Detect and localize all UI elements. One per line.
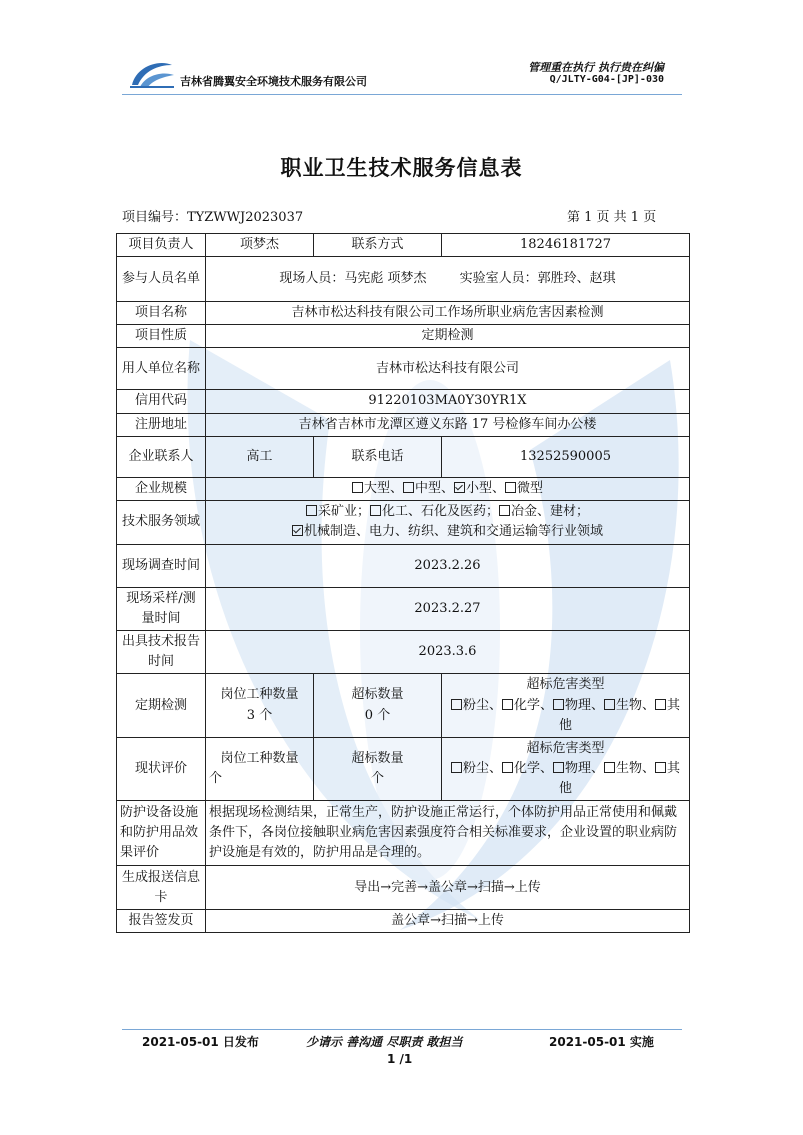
label-members: 参与人员名单: [117, 257, 206, 302]
scale-checkbox-3[interactable]: [505, 482, 516, 493]
status-hazard-option-2: 物理、: [564, 760, 604, 776]
label-leader: 项目负责人: [117, 234, 206, 257]
periodic-hazard-option-1: 化学、: [513, 697, 553, 713]
value-survey: 2023.2.26: [206, 544, 690, 587]
header-divider: [122, 94, 682, 95]
periodic-hazard-option-3: 生物、: [616, 697, 656, 713]
field-option-1: 化工、石化及医药；: [381, 504, 499, 520]
footer-issued: 2021-05-01 日发布: [142, 1035, 259, 1049]
periodic-hazard-checkbox-1[interactable]: [502, 699, 513, 710]
periodic-hazard-checkbox-4[interactable]: [655, 699, 666, 710]
scale-option-1: 中型、: [414, 480, 454, 496]
status-hazard-checkbox-1[interactable]: [502, 762, 513, 773]
periodic-post-label: 岗位工种数量: [220, 687, 299, 703]
page-title: 职业卫生技术服务信息表: [280, 155, 523, 180]
status-exceed-label: 超标数量: [351, 750, 404, 766]
value-project-name: 吉林市松达科技有限公司工作场所职业病危害因素检测: [206, 302, 690, 325]
label-enterprise-contact: 企业联系人: [117, 436, 206, 477]
company-logo-icon: [128, 57, 176, 89]
members-lab: 实验室人员：郭胜玲、赵琪: [459, 271, 616, 287]
periodic-hazard-cell: [442, 674, 690, 737]
status-hazard-options: [445, 759, 686, 799]
scale-option-3: 微型: [517, 480, 544, 496]
periodic-hazard-option-2: 物理、: [564, 697, 604, 713]
header-slogan: 管理重在执行 执行贵在纠偏: [528, 61, 664, 74]
scale-checkbox-2[interactable]: [454, 482, 465, 493]
periodic-hazard-options: [445, 696, 686, 736]
label-protection: 防护设备设施和防护用品效果评价: [117, 801, 206, 866]
status-post-cell: [206, 737, 314, 800]
periodic-hazard-checkbox-2[interactable]: [553, 699, 564, 710]
field-checkbox-1[interactable]: [370, 505, 381, 516]
label-sign-page: 报告签发页: [117, 910, 206, 933]
project-number: 项目编号：TYZWWJ2023037: [122, 210, 304, 225]
status-hazard-checkbox-3[interactable]: [604, 762, 615, 773]
value-nature: 定期检测: [206, 325, 690, 348]
status-hazard-label: 超标危害类型: [526, 740, 605, 756]
value-field: [206, 500, 690, 544]
value-phone: 13252590005: [442, 436, 690, 477]
value-address: 吉林省吉林市龙潭区遵义东路 17 号检修车间办公楼: [206, 413, 690, 436]
periodic-exceed-value: 0 个: [364, 707, 391, 723]
field-option-2: 冶金、建材；: [511, 504, 590, 520]
value-leader: 项梦杰: [206, 234, 314, 257]
scale-option-2: 小型、: [466, 480, 506, 496]
members-site: 现场人员：马宪彪 项梦杰: [279, 271, 427, 287]
status-hazard-option-4: 其他: [558, 760, 681, 797]
value-sign-page: 盖公章→扫描→上传: [206, 910, 690, 933]
status-hazard-checkbox-4[interactable]: [655, 762, 666, 773]
periodic-post-cell: [206, 674, 314, 737]
field-checkbox-3[interactable]: [292, 525, 303, 536]
label-report: 出具技术报告时间: [117, 631, 206, 674]
page-header: [122, 55, 674, 95]
scale-checkbox-0[interactable]: [352, 482, 363, 493]
document-code: Q/JLTY-G04-[JP]-030: [549, 74, 664, 85]
periodic-exceed-label: 超标数量: [351, 687, 404, 703]
field-option-0: 采矿业；: [317, 504, 370, 520]
footer-effective: 2021-05-01 实施: [549, 1035, 654, 1049]
label-phone: 联系电话: [314, 436, 442, 477]
field-option-3: 机械制造、电力、纺织、建筑和交通运输等行业领域: [303, 524, 603, 540]
status-hazard-option-0: 粉尘、: [462, 760, 502, 776]
field-checkbox-0[interactable]: [306, 505, 317, 516]
periodic-hazard-label: 超标危害类型: [526, 677, 605, 693]
field-checkbox-2[interactable]: [499, 505, 510, 516]
status-hazard-option-1: 化学、: [513, 760, 553, 776]
company-name: 吉林省腾翼安全环境技术服务有限公司: [180, 75, 367, 88]
status-hazard-checkbox-0[interactable]: [451, 762, 462, 773]
periodic-hazard-option-4: 其他: [558, 697, 681, 733]
status-hazard-checkbox-2[interactable]: [553, 762, 564, 773]
value-report: 2023.3.6: [206, 631, 690, 674]
value-info-card: 导出→完善→盖公章→扫描→上传: [206, 866, 690, 910]
periodic-post-value: 3 个: [246, 707, 273, 723]
page-info: 第 1 页 共 1 页: [567, 210, 657, 225]
value-contact: 18246181727: [442, 234, 690, 257]
value-protection: 根据现场检测结果，正常生产，防护设施正常运行，个体防护用品正常使用和佩戴条件下，各岗位接触职业病危害因素强度符合相关标准要求，企业设置的职业病防护设施是有效的，防护用品是合理的。: [206, 801, 690, 866]
label-field: 技术服务领域: [117, 500, 206, 544]
status-hazard-option-3: 生物、: [616, 760, 656, 776]
footer-page: 1 /1: [387, 1052, 413, 1066]
periodic-hazard-option-0: 粉尘、: [462, 697, 502, 713]
label-survey: 现场调查时间: [117, 544, 206, 587]
status-post-value: 个: [209, 771, 223, 787]
value-sampling: 2023.2.27: [206, 587, 690, 630]
label-status: 现状评价: [117, 737, 206, 800]
value-employer: 吉林市松达科技有限公司: [206, 348, 690, 390]
label-periodic: 定期检测: [117, 674, 206, 737]
info-table: [116, 233, 690, 933]
periodic-hazard-checkbox-3[interactable]: [604, 699, 615, 710]
label-scale: 企业规模: [117, 477, 206, 500]
label-employer: 用人单位名称: [117, 348, 206, 390]
label-sampling: 现场采样/测量时间: [117, 587, 206, 630]
value-enterprise-contact: 高工: [206, 436, 314, 477]
footer-motto: 少请示 善沟通 尽职责 敢担当: [306, 1035, 463, 1049]
periodic-hazard-checkbox-0[interactable]: [451, 699, 462, 710]
label-address: 注册地址: [117, 413, 206, 436]
periodic-exceed-cell: [314, 674, 442, 737]
label-contact: 联系方式: [314, 234, 442, 257]
value-scale: [206, 477, 690, 500]
label-project-name: 项目名称: [117, 302, 206, 325]
status-post-label: 岗位工种数量: [220, 750, 299, 766]
status-hazard-cell: [442, 737, 690, 800]
status-exceed-value: 个: [370, 771, 384, 787]
label-credit: 信用代码: [117, 390, 206, 413]
label-info-card: 生成报送信息卡: [117, 866, 206, 910]
footer-divider: [122, 1029, 682, 1030]
status-exceed-cell: [314, 737, 442, 800]
value-members: [206, 257, 690, 302]
scale-checkbox-1[interactable]: [403, 482, 414, 493]
value-credit: 91220103MA0Y30YR1X: [206, 390, 690, 413]
label-nature: 项目性质: [117, 325, 206, 348]
scale-option-0: 大型、: [363, 480, 403, 496]
